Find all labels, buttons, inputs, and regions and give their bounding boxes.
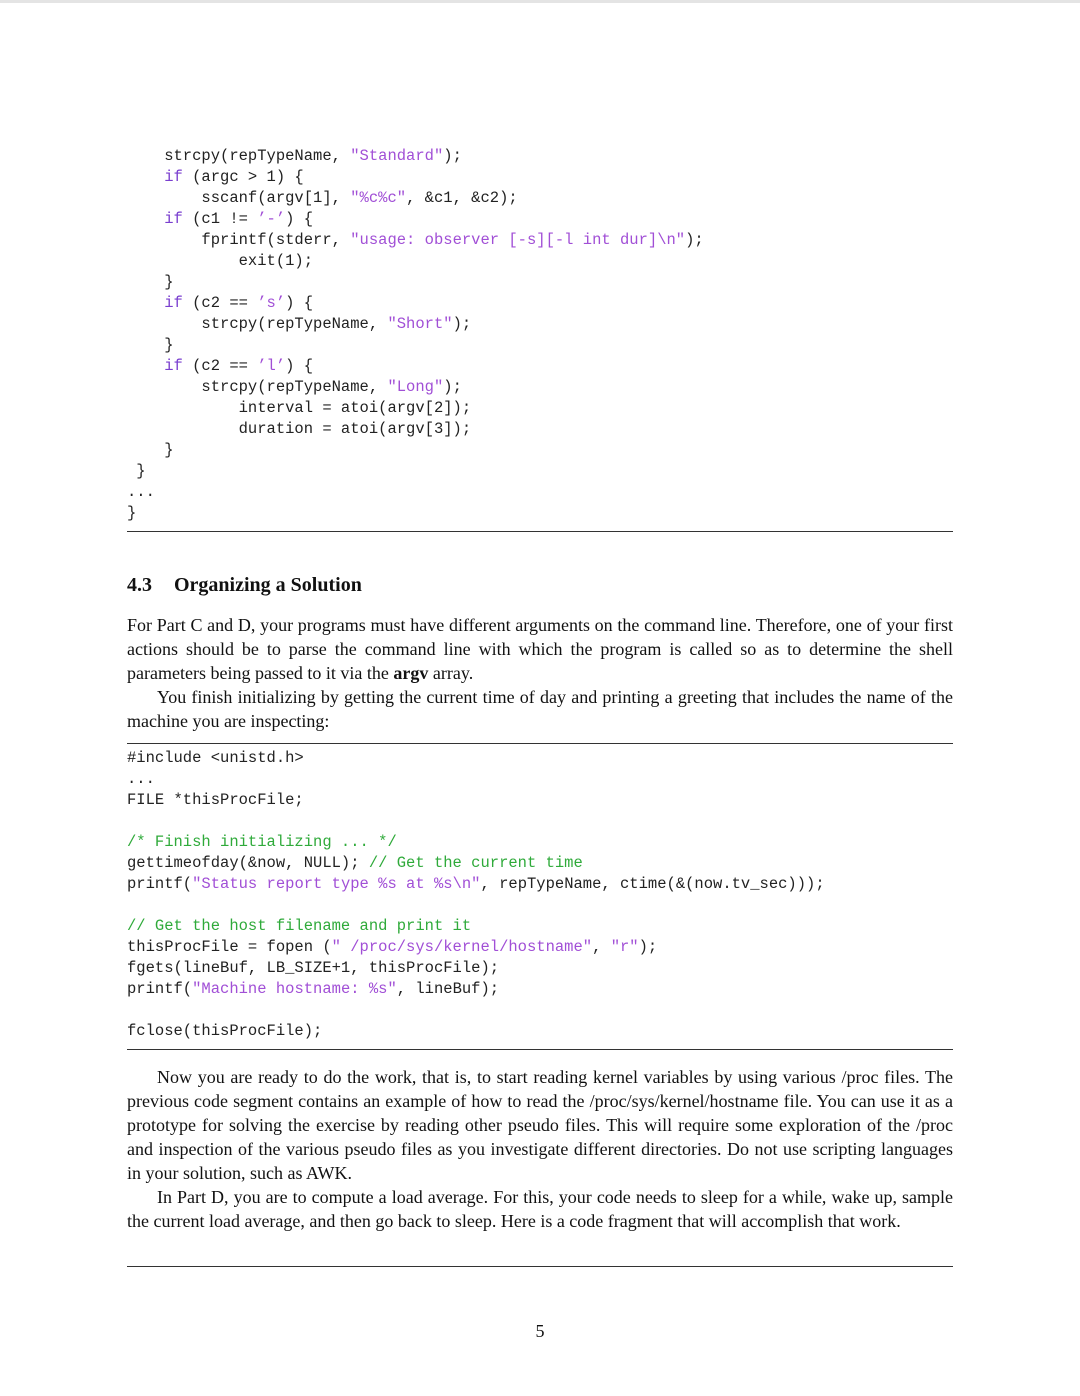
code-line: #include <unistd.h> bbox=[127, 749, 304, 767]
code-block-hostname bbox=[127, 748, 957, 1042]
code-line: duration = atoi(argv[3]); bbox=[127, 420, 472, 438]
code-block-2-bottom-rule bbox=[127, 1049, 953, 1050]
code-block-argument-parsing bbox=[127, 146, 957, 524]
paragraph-initializing bbox=[127, 685, 953, 733]
code-line: ... bbox=[127, 483, 155, 501]
code-line: } bbox=[127, 462, 146, 480]
paragraph-proc-files bbox=[127, 1065, 953, 1185]
top-edge-bar bbox=[0, 0, 1080, 3]
code-line: FILE *thisProcFile; bbox=[127, 791, 304, 809]
code-line: } bbox=[127, 504, 137, 522]
code-line: ... bbox=[127, 770, 155, 788]
code-block-2-top-rule bbox=[127, 743, 953, 744]
code-line: fclose(thisProcFile); bbox=[127, 1022, 323, 1040]
code-line: strcpy(repTypeName, "Standard"); bbox=[127, 147, 462, 165]
code-line: printf("Machine hostname: %s", lineBuf); bbox=[127, 980, 500, 998]
code-line: if (c1 != ’-’) { bbox=[127, 210, 314, 228]
page-number: 5 bbox=[535, 1321, 545, 1341]
code-line: } bbox=[127, 273, 174, 291]
code-line: } bbox=[127, 336, 174, 354]
section-title: Organizing a Solution bbox=[174, 574, 362, 596]
paragraph-text: For Part C and D, your programs must have different arguments on the command line. Therefore, one of your first actions should be to parse the command line with which the program is called so as to determine the shell parameters being passed to it via the bbox=[127, 615, 953, 683]
code-line: sscanf(argv[1], "%c%c", &c1, &c2); bbox=[127, 189, 518, 207]
code-line: fprintf(stderr, "usage: observer [-s][-l int dur]\n"); bbox=[127, 231, 704, 249]
code-line: } bbox=[127, 441, 174, 459]
paragraph-text: In Part D, you are to compute a load average. For this, your code needs to sleep for a while, wake up, sample the current load average, and then go back to sleep. Here is a code fragment that will accomplish that work. bbox=[127, 1187, 953, 1231]
code-line bbox=[127, 1000, 957, 1021]
code-block-1-bottom-rule bbox=[127, 531, 953, 532]
argv-bold-term: argv bbox=[393, 663, 429, 683]
code-line: exit(1); bbox=[127, 252, 314, 270]
code-line: interval = atoi(argv[2]); bbox=[127, 399, 472, 417]
code-line: thisProcFile = fopen (" /proc/sys/kernel/hostname", "r"); bbox=[127, 938, 658, 956]
code-line: strcpy(repTypeName, "Short"); bbox=[127, 315, 472, 333]
code-block-3-top-rule bbox=[127, 1266, 953, 1267]
code-line: printf("Status report type %s at %s\n", repTypeName, ctime(&(now.tv_sec))); bbox=[127, 875, 825, 893]
code-line: fgets(lineBuf, LB_SIZE+1, thisProcFile); bbox=[127, 959, 500, 977]
code-line: gettimeofday(&now, NULL); // Get the current time bbox=[127, 854, 583, 872]
code-line: // Get the host filename and print it bbox=[127, 917, 472, 935]
paragraph-text: Now you are ready to do the work, that is, to start reading kernel variables by using various /proc files. The previous code segment contains an example of how to read the /proc/sys/kernel/hostname file. You can use it as a prototype for solving the exercise by reading other pseudo files. This will require some exploration of the /proc and inspection of the various pseudo files as you investigate different directories. Do not use scripting languages in your solution, such as AWK. bbox=[127, 1067, 953, 1183]
code-line: if (argc > 1) { bbox=[127, 168, 304, 186]
paragraph-command-line-arguments bbox=[127, 613, 953, 685]
code-line bbox=[127, 895, 957, 916]
section-heading bbox=[127, 574, 362, 597]
code-line: if (c2 == ’l’) { bbox=[127, 357, 314, 375]
code-line bbox=[127, 811, 957, 832]
code-line: if (c2 == ’s’) { bbox=[127, 294, 314, 312]
paragraph-text-end: array. bbox=[428, 663, 474, 683]
paragraph-text: You finish initializing by getting the current time of day and printing a greeting that includes the name of the machine you are inspecting: bbox=[127, 687, 953, 731]
paragraph-load-average bbox=[127, 1185, 953, 1233]
section-number: 4.3 bbox=[127, 574, 152, 596]
code-line: /* Finish initializing ... */ bbox=[127, 833, 397, 851]
code-line: strcpy(repTypeName, "Long"); bbox=[127, 378, 462, 396]
